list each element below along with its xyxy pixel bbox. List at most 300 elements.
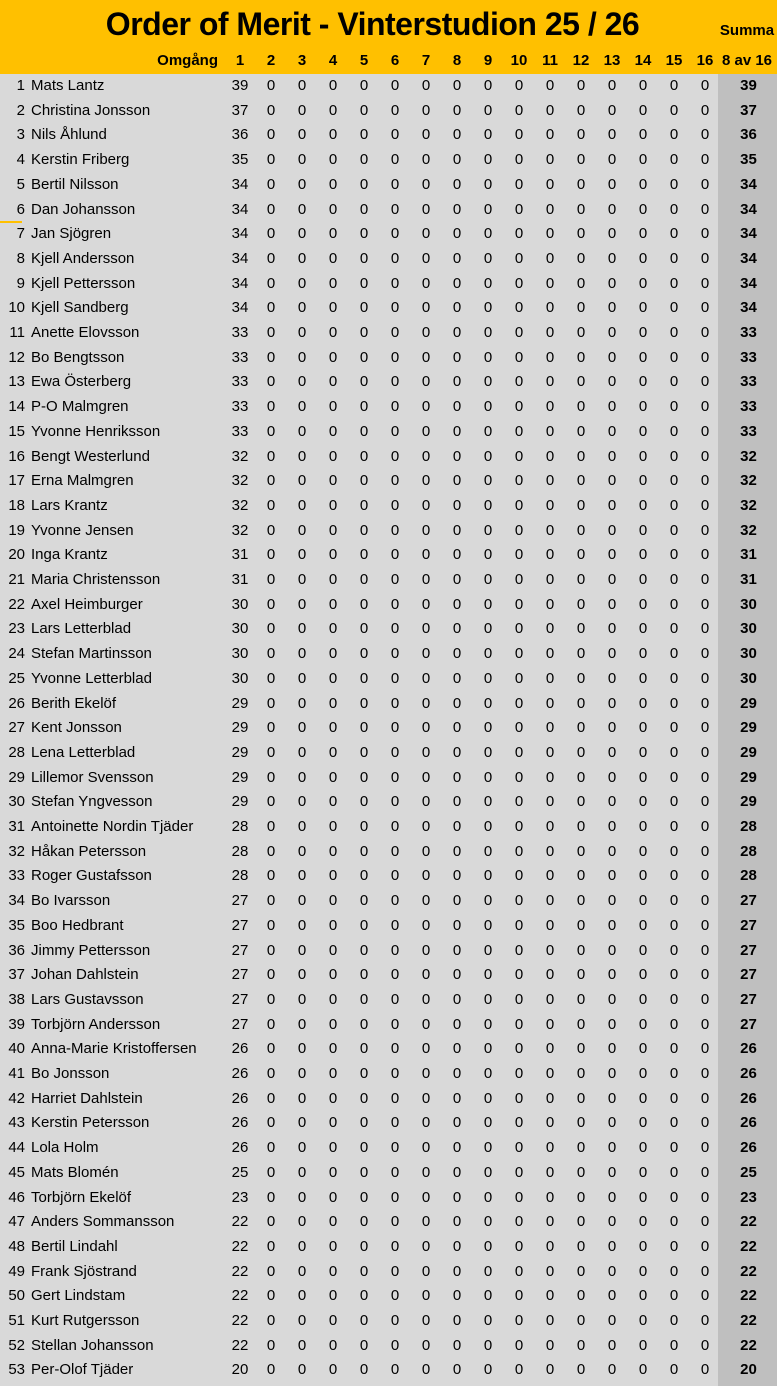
summa-cell: 33 xyxy=(740,398,757,416)
round-4-score-cell: 0 xyxy=(328,916,338,934)
round-5-score-cell: 0 xyxy=(359,1089,369,1107)
round-8-score-cell: 0 xyxy=(452,274,462,292)
round-5-score-cell: 0 xyxy=(359,818,369,835)
table-row xyxy=(0,692,779,717)
summa-cell: 29 xyxy=(740,793,757,811)
round-7-score-cell: 0 xyxy=(421,966,431,984)
table-row xyxy=(0,617,779,642)
round-8-score-cell: 0 xyxy=(452,1336,462,1354)
player-name-cell: Nils Åhlund xyxy=(31,126,107,144)
round-12-score-cell: 0 xyxy=(576,274,586,292)
round-7-score-cell: 0 xyxy=(421,1213,431,1231)
rank-cell: 33 xyxy=(8,867,25,885)
round-12-score-cell: 0 xyxy=(576,990,586,1008)
round-header-16: 16 xyxy=(696,52,714,69)
round-2-score-cell: 0 xyxy=(266,373,276,391)
round-2-score-cell: 0 xyxy=(266,1040,276,1058)
table-row xyxy=(0,99,779,124)
round-8-score-cell: 0 xyxy=(452,546,462,564)
round-5-score-cell: 0 xyxy=(359,546,369,564)
round-11-score-cell: 0 xyxy=(545,225,555,243)
round-16-score-cell: 0 xyxy=(700,373,710,391)
round-8-score-cell: 0 xyxy=(452,669,462,687)
round-6-score-cell: 0 xyxy=(390,398,400,416)
round-13-score-cell: 0 xyxy=(607,175,617,193)
round-5-score-cell: 0 xyxy=(359,571,369,588)
round-4-score-cell: 0 xyxy=(328,818,338,835)
player-name-cell: Stefan Martinsson xyxy=(31,645,152,663)
round-6-score-cell: 0 xyxy=(390,225,400,243)
round-5-score-cell: 0 xyxy=(359,447,369,465)
round-3-score-cell: 0 xyxy=(297,1237,307,1255)
player-name-cell: Lars Gustavsson xyxy=(31,990,144,1008)
round-1-score-cell: 28 xyxy=(231,842,249,860)
round-7-score-cell: 0 xyxy=(421,151,431,169)
round-2-score-cell: 0 xyxy=(266,1262,276,1280)
round-15-score-cell: 0 xyxy=(669,620,679,638)
round-9-score-cell: 0 xyxy=(483,842,493,860)
player-name-cell: Johan Dahlstein xyxy=(31,966,139,984)
round-9-score-cell: 0 xyxy=(483,867,493,885)
round-15-score-cell: 0 xyxy=(669,645,679,663)
round-7-score-cell: 0 xyxy=(421,249,431,267)
round-10-score-cell: 0 xyxy=(514,1188,524,1206)
player-name-cell: Mats Blomén xyxy=(31,1163,119,1181)
round-11-score-cell: 0 xyxy=(545,447,555,465)
round-3-score-cell: 0 xyxy=(297,1213,307,1231)
round-4-score-cell: 0 xyxy=(328,595,338,613)
round-6-score-cell: 0 xyxy=(390,77,400,94)
round-10-score-cell: 0 xyxy=(514,1213,524,1231)
round-16-score-cell: 0 xyxy=(700,966,710,984)
round-15-score-cell: 0 xyxy=(669,521,679,539)
round-8-score-cell: 0 xyxy=(452,348,462,366)
round-12-score-cell: 0 xyxy=(576,1015,586,1033)
round-3-score-cell: 0 xyxy=(297,818,307,835)
round-15-score-cell: 0 xyxy=(669,842,679,860)
round-12-score-cell: 0 xyxy=(576,1213,586,1231)
table-row xyxy=(0,1037,779,1062)
round-1-score-cell: 32 xyxy=(231,496,249,514)
round-16-score-cell: 0 xyxy=(700,472,710,490)
round-7-score-cell: 0 xyxy=(421,348,431,366)
round-13-score-cell: 0 xyxy=(607,1065,617,1082)
round-14-score-cell: 0 xyxy=(638,1114,648,1132)
round-2-score-cell: 0 xyxy=(266,225,276,243)
round-15-score-cell: 0 xyxy=(669,1139,679,1157)
round-15-score-cell: 0 xyxy=(669,101,679,119)
round-10-score-cell: 0 xyxy=(514,373,524,391)
round-16-score-cell: 0 xyxy=(700,719,710,737)
round-10-score-cell: 0 xyxy=(514,77,524,94)
summa-cell: 26 xyxy=(740,1089,757,1107)
round-15-score-cell: 0 xyxy=(669,1213,679,1231)
round-3-score-cell: 0 xyxy=(297,1188,307,1206)
summa-cell: 25 xyxy=(740,1163,757,1181)
round-6-score-cell: 0 xyxy=(390,546,400,564)
round-13-score-cell: 0 xyxy=(607,1139,617,1157)
round-4-score-cell: 0 xyxy=(328,175,338,193)
round-6-score-cell: 0 xyxy=(390,496,400,514)
round-13-score-cell: 0 xyxy=(607,571,617,588)
round-3-score-cell: 0 xyxy=(297,966,307,984)
rank-cell: 30 xyxy=(8,793,25,811)
round-4-score-cell: 0 xyxy=(328,521,338,539)
round-6-score-cell: 0 xyxy=(390,373,400,391)
round-5-score-cell: 0 xyxy=(359,1213,369,1231)
round-7-score-cell: 0 xyxy=(421,595,431,613)
round-14-score-cell: 0 xyxy=(638,398,648,416)
round-1-score-cell: 29 xyxy=(231,743,249,761)
round-5-score-cell: 0 xyxy=(359,1040,369,1058)
round-5-score-cell: 0 xyxy=(359,1312,369,1329)
round-2-score-cell: 0 xyxy=(266,77,276,94)
round-4-score-cell: 0 xyxy=(328,447,338,465)
summa-cell: 32 xyxy=(740,447,757,465)
rank-cell: 8 xyxy=(16,249,25,267)
round-9-score-cell: 0 xyxy=(483,496,493,514)
round-12-score-cell: 0 xyxy=(576,101,586,119)
round-header-11: 11 xyxy=(542,52,558,69)
round-16-score-cell: 0 xyxy=(700,743,710,761)
round-14-score-cell: 0 xyxy=(638,645,648,663)
round-14-score-cell: 0 xyxy=(638,447,648,465)
summa-cell: 22 xyxy=(740,1336,757,1354)
round-3-score-cell: 0 xyxy=(297,1361,307,1379)
round-8-score-cell: 0 xyxy=(452,941,462,959)
round-14-score-cell: 0 xyxy=(638,694,648,712)
round-15-score-cell: 0 xyxy=(669,768,679,786)
round-10-score-cell: 0 xyxy=(514,1015,524,1033)
round-11-score-cell: 0 xyxy=(545,299,555,317)
round-2-score-cell: 0 xyxy=(266,1287,276,1305)
round-4-score-cell: 0 xyxy=(328,398,338,416)
round-1-score-cell: 30 xyxy=(231,645,249,663)
round-15-score-cell: 0 xyxy=(669,1114,679,1132)
round-10-score-cell: 0 xyxy=(514,941,524,959)
round-3-score-cell: 0 xyxy=(297,1089,307,1107)
round-12-score-cell: 0 xyxy=(576,916,586,934)
round-1-score-cell: 32 xyxy=(231,447,249,465)
round-6-score-cell: 0 xyxy=(390,743,400,761)
round-14-score-cell: 0 xyxy=(638,1040,648,1058)
round-8-score-cell: 0 xyxy=(452,892,462,910)
round-10-score-cell: 0 xyxy=(514,743,524,761)
round-8-score-cell: 0 xyxy=(452,842,462,860)
round-15-score-cell: 0 xyxy=(669,1361,679,1379)
round-2-score-cell: 0 xyxy=(266,398,276,416)
round-12-score-cell: 0 xyxy=(576,669,586,687)
round-7-score-cell: 0 xyxy=(421,324,431,341)
round-16-score-cell: 0 xyxy=(700,324,710,341)
table-row xyxy=(0,469,779,494)
round-8-score-cell: 0 xyxy=(452,398,462,416)
round-4-score-cell: 0 xyxy=(328,1188,338,1206)
round-6-score-cell: 0 xyxy=(390,842,400,860)
round-10-score-cell: 0 xyxy=(514,842,524,860)
round-7-score-cell: 0 xyxy=(421,472,431,490)
round-6-score-cell: 0 xyxy=(390,1262,400,1280)
player-name-cell: Harriet Dahlstein xyxy=(31,1089,143,1107)
round-9-score-cell: 0 xyxy=(483,645,493,663)
round-9-score-cell: 0 xyxy=(483,818,493,835)
round-2-score-cell: 0 xyxy=(266,694,276,712)
round-5-score-cell: 0 xyxy=(359,595,369,613)
round-5-score-cell: 0 xyxy=(359,1237,369,1255)
round-13-score-cell: 0 xyxy=(607,373,617,391)
round-11-score-cell: 0 xyxy=(545,694,555,712)
player-name-cell: Torbjörn Andersson xyxy=(31,1015,161,1033)
round-13-score-cell: 0 xyxy=(607,645,617,663)
rank-cell: 11 xyxy=(9,324,25,341)
round-2-score-cell: 0 xyxy=(266,1139,276,1157)
round-1-score-cell: 27 xyxy=(231,941,249,959)
round-5-score-cell: 0 xyxy=(359,768,369,786)
summa-cell: 29 xyxy=(740,743,757,761)
round-9-score-cell: 0 xyxy=(483,892,493,910)
round-15-score-cell: 0 xyxy=(669,398,679,416)
round-8-score-cell: 0 xyxy=(452,101,462,119)
round-15-score-cell: 0 xyxy=(669,1015,679,1033)
rank-cell: 46 xyxy=(8,1188,25,1206)
round-12-score-cell: 0 xyxy=(576,595,586,613)
round-10-score-cell: 0 xyxy=(514,299,524,317)
round-3-score-cell: 0 xyxy=(297,694,307,712)
round-14-score-cell: 0 xyxy=(638,472,648,490)
table-row xyxy=(0,914,779,939)
round-11-score-cell: 0 xyxy=(545,126,555,144)
round-1-score-cell: 36 xyxy=(231,126,249,144)
round-12-score-cell: 0 xyxy=(576,620,586,638)
round-9-score-cell: 0 xyxy=(483,669,493,687)
round-8-score-cell: 0 xyxy=(452,719,462,737)
round-1-score-cell: 30 xyxy=(231,620,249,638)
round-6-score-cell: 0 xyxy=(390,422,400,440)
round-5-score-cell: 0 xyxy=(359,1361,369,1379)
round-2-score-cell: 0 xyxy=(266,842,276,860)
round-7-score-cell: 0 xyxy=(421,77,431,94)
round-13-score-cell: 0 xyxy=(607,941,617,959)
round-4-score-cell: 0 xyxy=(328,669,338,687)
round-10-score-cell: 0 xyxy=(514,472,524,490)
round-11-score-cell: 0 xyxy=(545,1114,555,1132)
round-12-score-cell: 0 xyxy=(576,645,586,663)
round-8-score-cell: 0 xyxy=(452,1139,462,1157)
summa-cell: 34 xyxy=(740,200,757,218)
round-10-score-cell: 0 xyxy=(514,1089,524,1107)
round-9-score-cell: 0 xyxy=(483,694,493,712)
player-name-cell: Gert Lindstam xyxy=(31,1287,126,1305)
summa-cell: 22 xyxy=(740,1213,757,1231)
summa-cell: 32 xyxy=(740,521,757,539)
round-11-score-cell: 0 xyxy=(545,1262,555,1280)
round-14-score-cell: 0 xyxy=(638,1015,648,1033)
round-3-score-cell: 0 xyxy=(297,916,307,934)
round-16-score-cell: 0 xyxy=(700,398,710,416)
round-4-score-cell: 0 xyxy=(328,1213,338,1231)
round-14-score-cell: 0 xyxy=(638,151,648,169)
round-9-score-cell: 0 xyxy=(483,472,493,490)
rank-cell: 28 xyxy=(8,743,25,761)
round-6-score-cell: 0 xyxy=(390,1237,400,1255)
round-10-score-cell: 0 xyxy=(514,867,524,885)
round-6-score-cell: 0 xyxy=(390,249,400,267)
rank-cell: 51 xyxy=(8,1312,25,1329)
summa-cell: 29 xyxy=(740,694,757,712)
round-15-score-cell: 0 xyxy=(669,472,679,490)
round-14-score-cell: 0 xyxy=(638,1065,648,1082)
round-14-score-cell: 0 xyxy=(638,373,648,391)
rank-cell: 13 xyxy=(8,373,25,391)
round-3-score-cell: 0 xyxy=(297,77,307,94)
round-3-score-cell: 0 xyxy=(297,743,307,761)
round-7-score-cell: 0 xyxy=(421,620,431,638)
round-13-score-cell: 0 xyxy=(607,842,617,860)
round-2-score-cell: 0 xyxy=(266,1065,276,1082)
round-9-score-cell: 0 xyxy=(483,200,493,218)
round-3-score-cell: 0 xyxy=(297,867,307,885)
round-14-score-cell: 0 xyxy=(638,546,648,564)
round-15-score-cell: 0 xyxy=(669,867,679,885)
round-2-score-cell: 0 xyxy=(266,1163,276,1181)
round-11-score-cell: 0 xyxy=(545,1040,555,1058)
rank-cell: 2 xyxy=(16,101,25,119)
round-16-score-cell: 0 xyxy=(700,274,710,292)
round-7-score-cell: 0 xyxy=(421,422,431,440)
round-3-score-cell: 0 xyxy=(297,595,307,613)
round-15-score-cell: 0 xyxy=(669,447,679,465)
rank-cell: 34 xyxy=(8,892,25,910)
round-8-score-cell: 0 xyxy=(452,422,462,440)
round-12-score-cell: 0 xyxy=(576,1237,586,1255)
round-9-score-cell: 0 xyxy=(483,126,493,144)
round-11-score-cell: 0 xyxy=(545,151,555,169)
round-4-score-cell: 0 xyxy=(328,546,338,564)
round-11-score-cell: 0 xyxy=(545,892,555,910)
rank-cell: 7 xyxy=(16,225,25,243)
round-6-score-cell: 0 xyxy=(390,694,400,712)
round-6-score-cell: 0 xyxy=(390,472,400,490)
round-12-score-cell: 0 xyxy=(576,793,586,811)
table-row xyxy=(0,864,779,889)
round-4-score-cell: 0 xyxy=(328,694,338,712)
table-row xyxy=(0,963,779,988)
round-9-score-cell: 0 xyxy=(483,447,493,465)
round-3-score-cell: 0 xyxy=(297,299,307,317)
round-1-score-cell: 29 xyxy=(231,719,249,737)
round-5-score-cell: 0 xyxy=(359,966,369,984)
round-13-score-cell: 0 xyxy=(607,101,617,119)
summa-cell: 31 xyxy=(740,546,757,564)
round-8-score-cell: 0 xyxy=(452,595,462,613)
round-7-score-cell: 0 xyxy=(421,447,431,465)
round-3-score-cell: 0 xyxy=(297,373,307,391)
player-name-cell: Anette Elovsson xyxy=(31,324,140,341)
round-4-score-cell: 0 xyxy=(328,200,338,218)
table-row xyxy=(0,988,779,1013)
round-6-score-cell: 0 xyxy=(390,966,400,984)
round-13-score-cell: 0 xyxy=(607,966,617,984)
round-4-score-cell: 0 xyxy=(328,1336,338,1354)
round-9-score-cell: 0 xyxy=(483,348,493,366)
table-row xyxy=(0,1309,779,1334)
summa-cell: 35 xyxy=(740,151,757,169)
round-16-score-cell: 0 xyxy=(700,892,710,910)
round-5-score-cell: 0 xyxy=(359,743,369,761)
round-7-score-cell: 0 xyxy=(421,1312,431,1329)
round-14-score-cell: 0 xyxy=(638,620,648,638)
player-name-cell: Yvonne Jensen xyxy=(31,521,134,539)
round-13-score-cell: 0 xyxy=(607,990,617,1008)
round-16-score-cell: 0 xyxy=(700,669,710,687)
round-13-score-cell: 0 xyxy=(607,793,617,811)
round-4-score-cell: 0 xyxy=(328,472,338,490)
player-name-cell: Bengt Westerlund xyxy=(31,447,150,465)
round-13-score-cell: 0 xyxy=(607,892,617,910)
round-9-score-cell: 0 xyxy=(483,595,493,613)
summa-cell: 26 xyxy=(740,1065,757,1082)
round-3-score-cell: 0 xyxy=(297,571,307,588)
round-6-score-cell: 0 xyxy=(390,1312,400,1329)
rank-cell: 41 xyxy=(8,1065,25,1082)
round-16-score-cell: 0 xyxy=(700,793,710,811)
player-name-cell: Mats Lantz xyxy=(31,77,105,94)
round-7-score-cell: 0 xyxy=(421,793,431,811)
round-10-score-cell: 0 xyxy=(514,620,524,638)
round-14-score-cell: 0 xyxy=(638,669,648,687)
round-7-score-cell: 0 xyxy=(421,1336,431,1354)
summa-cell: 33 xyxy=(740,324,757,341)
round-14-score-cell: 0 xyxy=(638,101,648,119)
round-6-score-cell: 0 xyxy=(390,768,400,786)
summa-cell: 22 xyxy=(740,1312,757,1329)
round-5-score-cell: 0 xyxy=(359,521,369,539)
rank-cell: 1 xyxy=(16,77,25,94)
round-4-score-cell: 0 xyxy=(328,571,338,588)
round-10-score-cell: 0 xyxy=(514,1312,524,1329)
round-1-score-cell: 28 xyxy=(231,818,249,835)
round-16-score-cell: 0 xyxy=(700,348,710,366)
round-5-score-cell: 0 xyxy=(359,793,369,811)
round-10-score-cell: 0 xyxy=(514,151,524,169)
round-11-score-cell: 0 xyxy=(545,1336,555,1354)
round-5-score-cell: 0 xyxy=(359,892,369,910)
player-name-cell: Boo Hedbrant xyxy=(31,916,124,934)
table-row xyxy=(0,667,779,692)
table-row xyxy=(0,593,779,618)
round-13-score-cell: 0 xyxy=(607,595,617,613)
round-8-score-cell: 0 xyxy=(452,990,462,1008)
round-10-score-cell: 0 xyxy=(514,571,524,588)
player-name-cell: P-O Malmgren xyxy=(31,398,129,416)
round-14-score-cell: 0 xyxy=(638,595,648,613)
player-name-cell: Yvonne Henriksson xyxy=(31,422,161,440)
round-7-score-cell: 0 xyxy=(421,892,431,910)
round-9-score-cell: 0 xyxy=(483,249,493,267)
round-13-score-cell: 0 xyxy=(607,126,617,144)
rank-cell: 38 xyxy=(8,990,25,1008)
rank-cell: 47 xyxy=(8,1213,25,1231)
round-1-score-cell: 22 xyxy=(231,1213,249,1231)
round-13-score-cell: 0 xyxy=(607,422,617,440)
round-14-score-cell: 0 xyxy=(638,274,648,292)
round-3-score-cell: 0 xyxy=(297,422,307,440)
round-15-score-cell: 0 xyxy=(669,1237,679,1255)
rank-cell: 44 xyxy=(8,1139,25,1157)
round-4-score-cell: 0 xyxy=(328,1287,338,1305)
round-1-score-cell: 26 xyxy=(231,1139,249,1157)
round-1-score-cell: 33 xyxy=(231,398,249,416)
